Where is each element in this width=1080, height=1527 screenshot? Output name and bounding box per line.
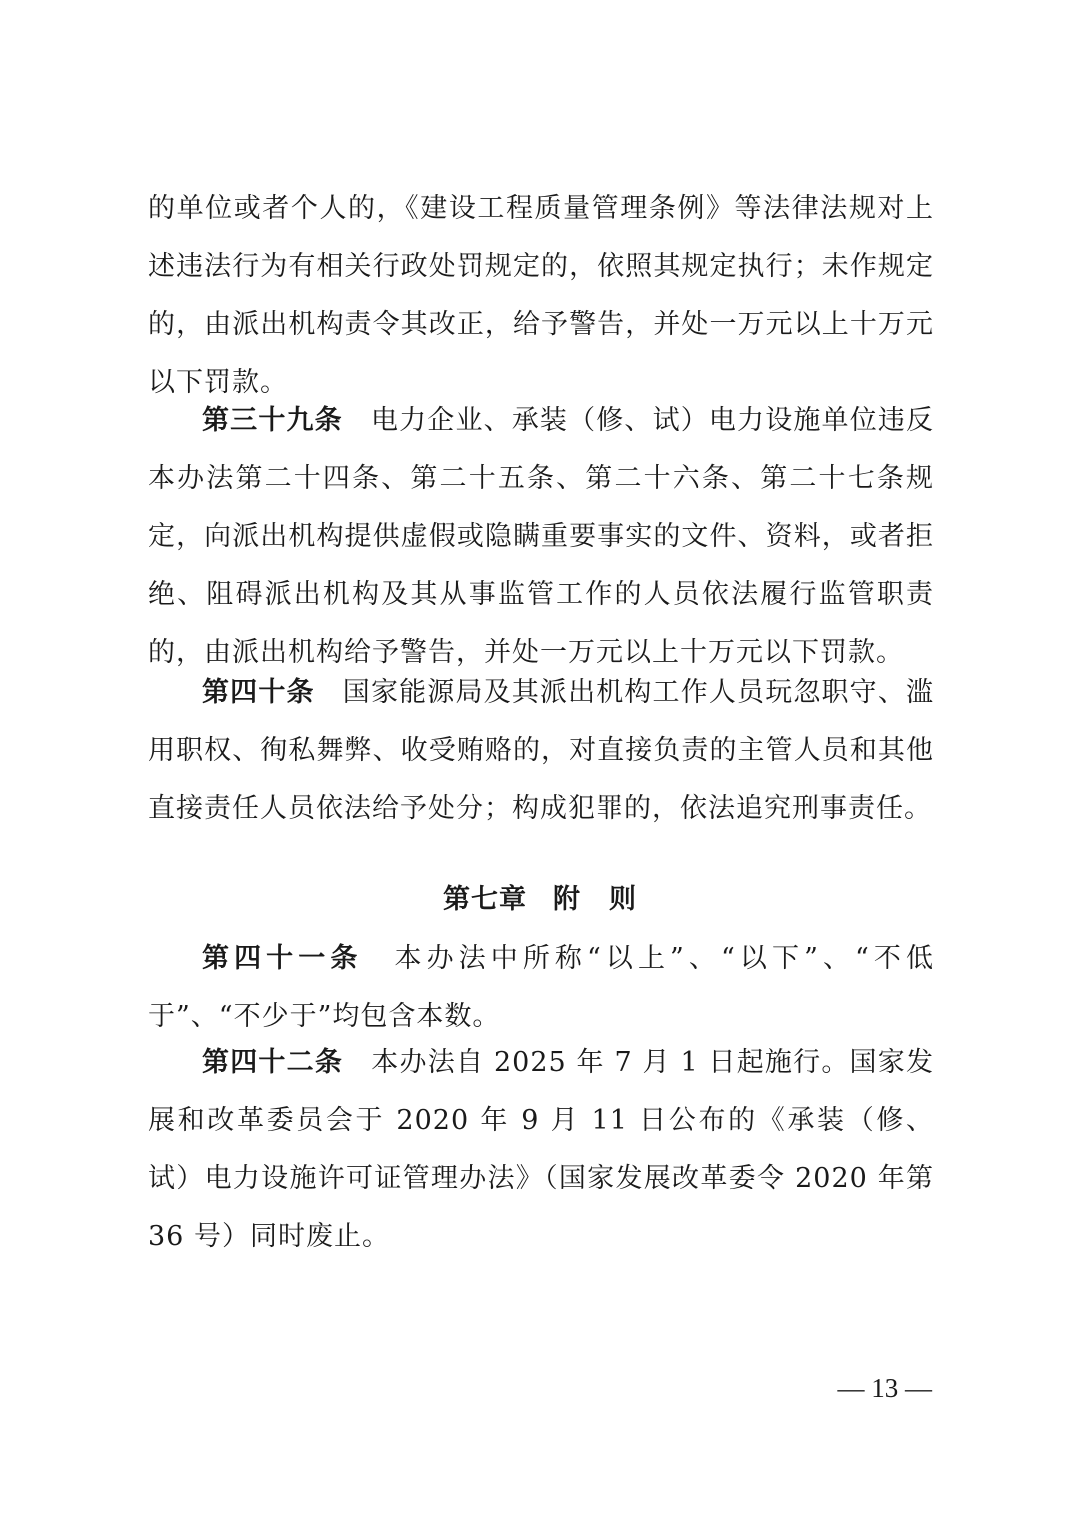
article-text: 电力企业、承装（修、试）电力设施单位违反本办法第二十四条、第二十五条、第二十六条、第二十七条规定，向派出机构提供虚假或隐瞒重要事实的文件、资料，或者拒绝、阻碍派出机构及其从事监管工作的人员依法履行监管职责的，由派出机构给予警告，并处一万元以上十万元以下罚款。 — [148, 405, 935, 668]
article-39 — [148, 392, 934, 682]
article-text: 国家能源局及其派出机构工作人员玩忽职守、滥用职权、徇私舞弊、收受贿赂的，对直接负责的主管人员和其他直接责任人员依法给予处分；构成犯罪的，依法追究刑事责任。 — [148, 677, 934, 824]
article-text: 本办法中所称“以上”、“以下”、“不低于”、“不少于”均包含本数。 — [148, 943, 935, 1032]
paragraph-text: 的单位或者个人的，《建设工程质量管理条例》等法律法规对上述违法行为有相关行政处罚规定的，依照其规定执行；未作规定的，由派出机构责令其改正，给予警告，并处一万元以上十万元以下罚款。 — [148, 193, 934, 398]
chapter-title: 附 则 — [553, 884, 637, 915]
article-heading: 第三十九条 — [202, 405, 343, 436]
chapter-number: 第七章 — [443, 884, 527, 915]
article-text: 本办法自 2025 年 7 月 1 日起施行。国家发展和改革委员会于 2020 年 9 月 11 日公布的《承装（修、试）电力设施许可证管理办法》（国家发展改革委令 2020 年第 36 号）同时废止。 — [148, 1047, 934, 1252]
paragraph-continuation — [148, 180, 934, 412]
article-42 — [148, 1034, 934, 1266]
article-40 — [148, 664, 934, 838]
chapter-heading — [0, 878, 1080, 922]
article-heading: 第四十一条 — [202, 943, 363, 974]
article-heading: 第四十条 — [202, 677, 315, 708]
article-41 — [148, 930, 934, 1046]
article-heading: 第四十二条 — [202, 1047, 344, 1078]
page-number: — 13 — — [837, 1373, 932, 1403]
